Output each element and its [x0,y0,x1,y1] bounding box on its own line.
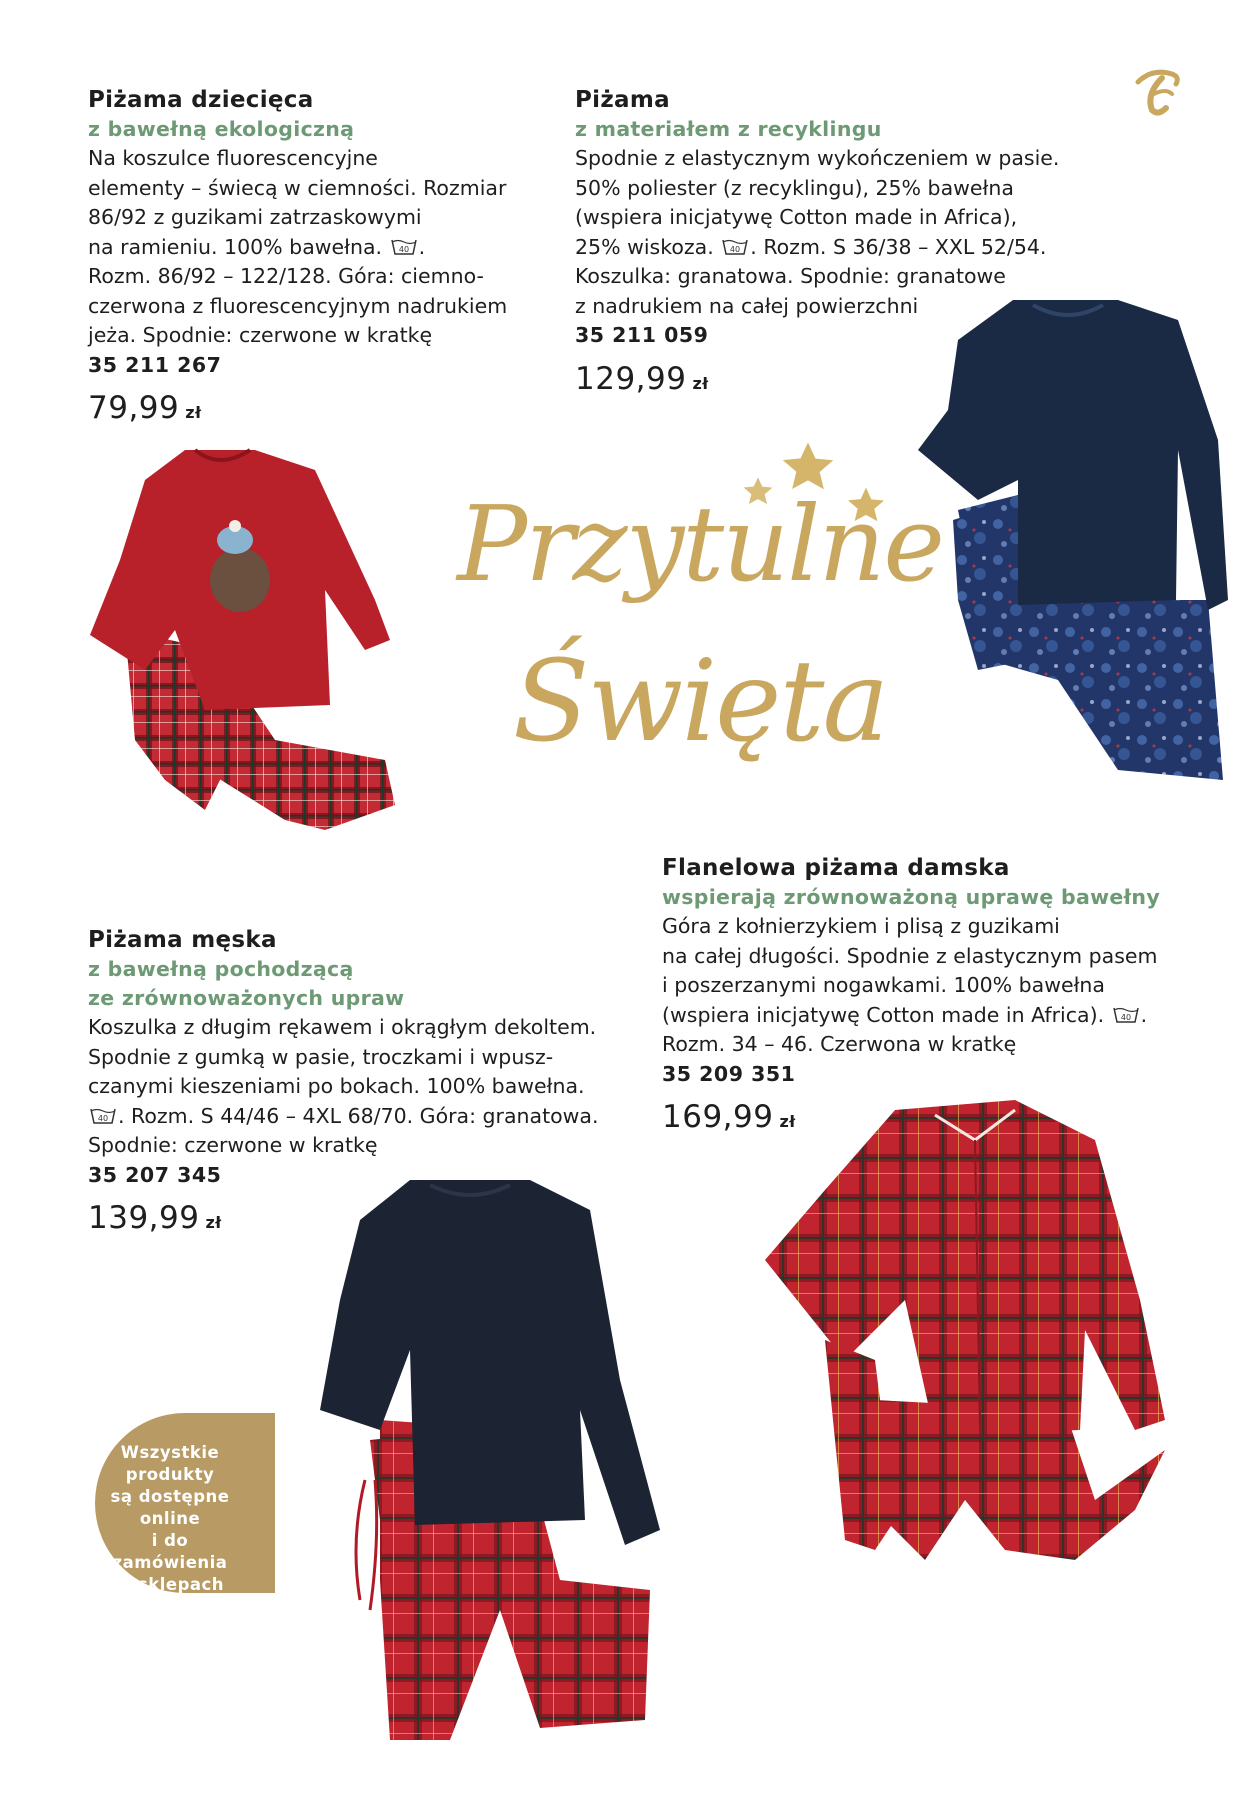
product-price: 139,99 zł [88,1200,222,1236]
mens-pajama-image [320,1180,670,1740]
navy-pajama-image [918,300,1240,800]
product-description: Koszulka z długim rękawem i okrągłym dekoltem. Spodnie z gumką w pasie, troczkami i wpusz- czanymi kieszeniami po bokach. 100% bawełna. 40 . Rozm. S 44/46 – 4XL 68/70. Góra: granatowa. Spodnie: czerwone w kratkę [88,1015,599,1157]
wash-40-icon [722,238,748,256]
svg-text:40: 40 [730,244,741,254]
product-subtitle: wspierają zrównoważoną uprawę bawełny [662,885,1160,909]
product-subtitle: z bawełną pochodzącą ze zrównoważonych upraw [88,957,405,1010]
svg-text:Przytulne: Przytulne [457,483,943,605]
product-code: 35 207 345 [88,1162,222,1187]
svg-text:40: 40 [1120,1012,1131,1022]
svg-text:40: 40 [97,1113,109,1123]
product-code: 35 211 059 [575,323,709,347]
svg-text:Święta: Święta [512,637,888,767]
product-flannel-pajama [662,853,1222,1135]
product-price: 169,99 zł [662,1099,796,1135]
product-title: Piżama [575,87,670,113]
product-code: 35 211 267 [88,352,222,377]
product-title: Flanelowa piżama damska [662,855,1010,881]
kids-pajama-image [85,440,405,860]
product-description: Spodnie z elastycznym wykończeniem w pasie. 50% poliester (z recyklingu), 25% bawełna (wspiera inicjatywę Cotton made in Africa), 25% wiskoza. 40 . Rozm. S 36/38 – XXL 52/54. Koszulka: granatowa. Spodnie: granatowe z nadrukiem na całej powierzchni [575,146,1060,318]
flannel-pajama-image [765,1100,1175,1660]
availability-badge-text: Wszystkie produkty są dostępne online i do zamówienia w sklepach stacjonarnych [101,1443,239,1616]
product-title: Piżama męska [88,927,277,953]
svg-text:40: 40 [398,244,409,254]
product-price: 129,99 zł [575,360,709,397]
brand-logo-icon [1132,64,1184,120]
product-subtitle: z bawełną ekologiczną [88,117,355,141]
product-title: Piżama dziecięca [88,87,314,113]
product-kids-pajama [88,85,508,426]
wash-40-icon [1113,1006,1139,1024]
product-price: 79,99 zł [88,390,202,426]
product-description: Góra z kołnierzykiem i plisą z guzikami na całej długości. Spodnie z elastycznym pasem i poszerzanymi nogawkami. 100% bawełna (wspiera inicjatywę Cotton made in Africa). 40 . Rozm. 34 – 46. Czerwona w kratkę [662,914,1158,1056]
wash-40-icon [90,1107,116,1125]
product-description: Na koszulce fluorescencyjne elementy – świecą w ciemności. Rozmiar 86/92 z guzikami zatrzaskowymi na ramieniu. 100% bawełna. 40 . Rozm. 86/92 – 122/128. Góra: ciemno- czerwona z fluorescencyjnym nadrukiem jeża. Spodnie: czerwone w kratkę [88,146,508,347]
wash-40-icon [391,238,417,256]
headline-script [430,430,970,830]
product-code: 35 209 351 [662,1061,796,1086]
product-subtitle: z materiałem z recyklingu [575,117,882,141]
